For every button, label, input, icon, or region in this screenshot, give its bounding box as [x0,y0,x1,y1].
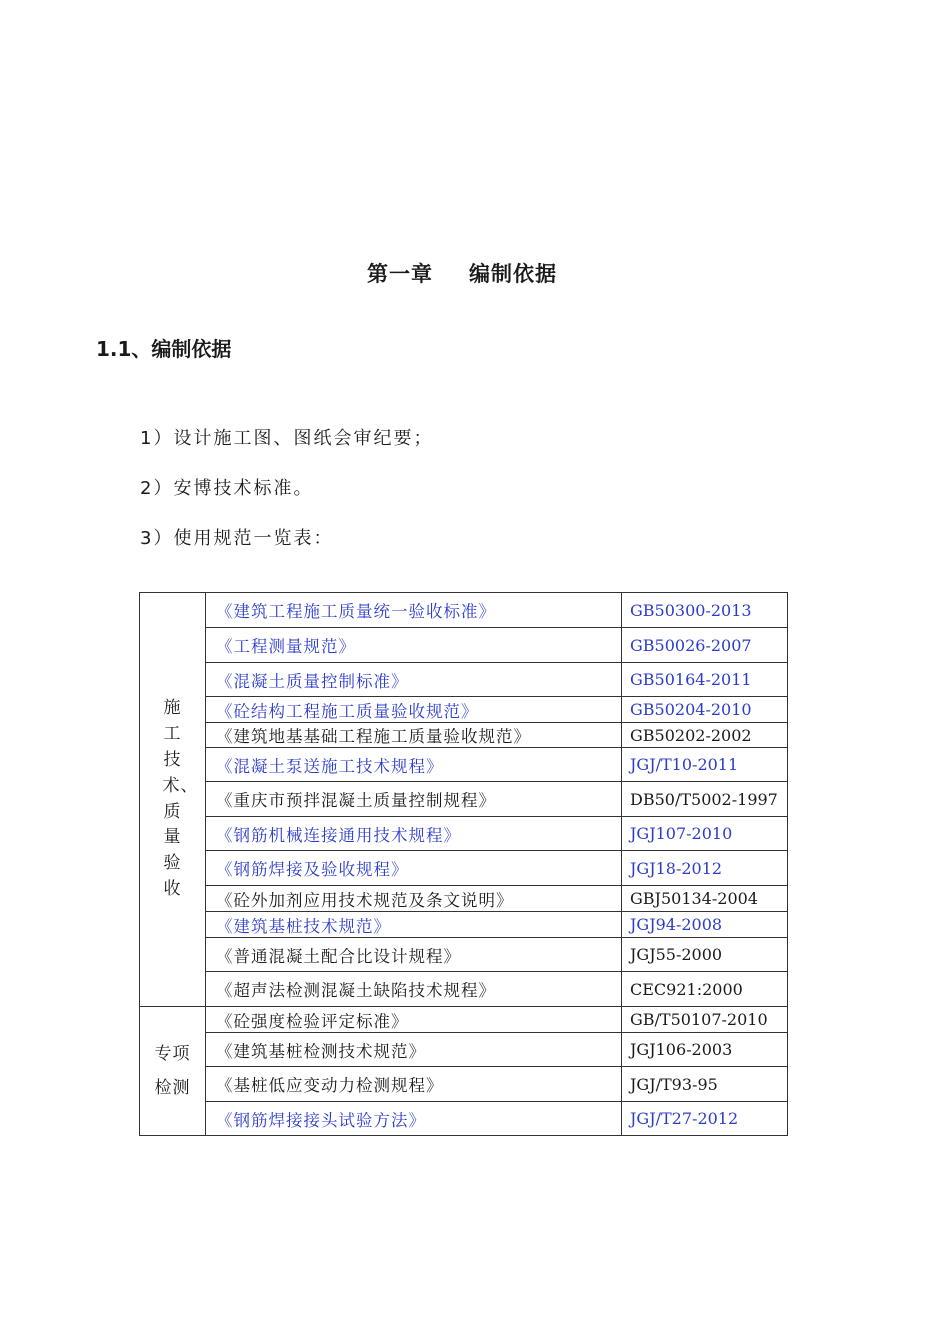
standard-name: 《混凝土泵送施工技术规程》 [206,748,622,782]
standard-code: JGJ/T93-95 [622,1067,788,1102]
table-row [140,1102,788,1136]
standard-code: JGJ/T10-2011 [622,748,788,782]
standard-code: GB50202-2002 [622,723,788,748]
standard-name: 《混凝土质量控制标准》 [206,663,622,697]
standard-code: GB50204-2010 [622,697,788,723]
standard-name: 《建筑基桩检测技术规范》 [206,1033,622,1067]
standard-name: 《普通混凝土配合比设计规程》 [206,938,622,972]
standard-code: JGJ/T27-2012 [622,1102,788,1136]
table-row [140,851,788,886]
basis-item-2: 2）安博技术标准。 [140,478,314,499]
standard-name: 《砼外加剂应用技术规范及条文说明》 [206,886,622,912]
standards-table [139,592,788,1136]
standard-name: 《钢筋焊接及验收规程》 [206,851,622,886]
basis-item-3: 3）使用规范一览表： [140,528,334,549]
standard-code: JGJ18-2012 [622,851,788,886]
table-row [140,1067,788,1102]
standard-code: GB50164-2011 [622,663,788,697]
table-row [140,972,788,1007]
category-special-testing: 专项检测 [140,1007,206,1136]
standard-code: GB/T50107-2010 [622,1007,788,1033]
table-row [140,748,788,782]
standard-name: 《建筑工程施工质量统一验收标准》 [206,593,622,628]
standard-name: 《砼结构工程施工质量验收规范》 [206,697,622,723]
standard-code: GBJ50134-2004 [622,886,788,912]
chapter-number: 第一章 [367,262,433,286]
standard-code: CEC921:2000 [622,972,788,1007]
basis-item-1: 1）设计施工图、图纸会审纪要； [140,428,434,449]
standard-name: 《钢筋焊接接头试验方法》 [206,1102,622,1136]
standard-code: JGJ55-2000 [622,938,788,972]
standard-code: GB50026-2007 [622,628,788,663]
table-row [140,1033,788,1067]
standard-name: 《超声法检测混凝土缺陷技术规程》 [206,972,622,1007]
table-row [140,938,788,972]
section-title: 1.1、编制依据 [96,337,232,361]
table-row [140,697,788,723]
standard-name: 《建筑地基基础工程施工质量验收规范》 [206,723,622,748]
table-row [140,593,788,628]
standard-name: 《钢筋机械连接通用技术规程》 [206,817,622,851]
standard-name: 《重庆市预拌混凝土质量控制规程》 [206,782,622,817]
table-row [140,663,788,697]
table-row [140,723,788,748]
table-row [140,782,788,817]
chapter-name: 编制依据 [469,262,557,286]
standard-name: 《砼强度检验评定标准》 [206,1007,622,1033]
table-row [140,1007,788,1033]
table-row [140,912,788,938]
standard-code: JGJ106-2003 [622,1033,788,1067]
chapter-title [0,258,924,288]
table-row [140,628,788,663]
table-row [140,886,788,912]
table-row [140,817,788,851]
standard-code: JGJ94-2008 [622,912,788,938]
standard-code: DB50/T5002-1997 [622,782,788,817]
category-construction: 施工技术、质量验收 [140,593,206,1007]
standard-name: 《基桩低应变动力检测规程》 [206,1067,622,1102]
standard-code: JGJ107-2010 [622,817,788,851]
standard-name: 《建筑基桩技术规范》 [206,912,622,938]
standard-name: 《工程测量规范》 [206,628,622,663]
standard-code: GB50300-2013 [622,593,788,628]
